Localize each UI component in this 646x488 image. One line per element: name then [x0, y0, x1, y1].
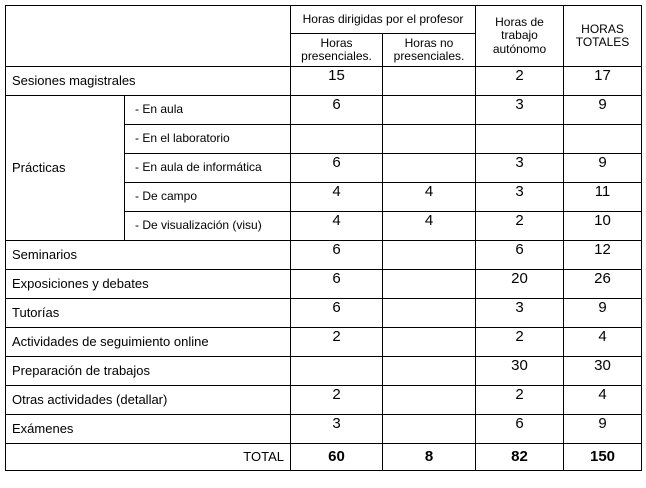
practicas-label: Prácticas	[6, 96, 125, 241]
cell-autonomous: 30	[476, 357, 564, 386]
table-row	[6, 328, 642, 357]
header-autonomous-hours	[476, 6, 564, 67]
header-directed-hours: Horas dirigidas por el profesor	[291, 6, 476, 34]
cell-non-presential	[383, 154, 476, 183]
cell-presential: 4	[291, 212, 383, 241]
header-presential-line2: presenciales.	[301, 49, 372, 63]
cell-total: 17	[564, 67, 642, 96]
cell-non-presential: 4	[383, 183, 476, 212]
cell-autonomous	[476, 125, 564, 154]
header-total-hours	[564, 6, 642, 67]
table-row	[6, 270, 642, 299]
cell-non-presential	[383, 125, 476, 154]
total-total: 150	[564, 444, 642, 471]
cell-autonomous: 3	[476, 183, 564, 212]
cell-non-presential	[383, 386, 476, 415]
header-total-line1: HORAS	[581, 21, 624, 36]
cell-presential: 15	[291, 67, 383, 96]
table-row	[6, 386, 642, 415]
cell-presential: 6	[291, 154, 383, 183]
cell-presential	[291, 357, 383, 386]
cell-total: 9	[564, 299, 642, 328]
cell-autonomous: 2	[476, 386, 564, 415]
cell-non-presential	[383, 67, 476, 96]
cell-presential: 6	[291, 241, 383, 270]
cell-total	[564, 125, 642, 154]
cell-total: 26	[564, 270, 642, 299]
cell-autonomous: 6	[476, 241, 564, 270]
cell-presential: 6	[291, 96, 383, 125]
table-row	[6, 67, 642, 96]
cell-autonomous: 3	[476, 299, 564, 328]
cell-total: 4	[564, 386, 642, 415]
header-autonomous-line1: Horas de	[495, 15, 544, 30]
table-row	[6, 96, 642, 125]
header-empty-cell	[6, 6, 291, 67]
cell-non-presential	[383, 328, 476, 357]
table-row	[6, 357, 642, 386]
row-label: Tutorías	[6, 299, 291, 328]
total-non-presential: 8	[383, 444, 476, 471]
table-row	[6, 241, 642, 270]
header-non-presential-hours	[383, 34, 476, 67]
cell-non-presential	[383, 357, 476, 386]
cell-autonomous: 2	[476, 67, 564, 96]
cell-non-presential	[383, 96, 476, 125]
cell-total: 11	[564, 183, 642, 212]
header-presential-line1: Horas	[320, 35, 353, 50]
cell-non-presential: 4	[383, 212, 476, 241]
row-label: Seminarios	[6, 241, 291, 270]
cell-total: 12	[564, 241, 642, 270]
row-label: Exposiciones y debates	[6, 270, 291, 299]
cell-autonomous: 6	[476, 415, 564, 444]
cell-total: 4	[564, 328, 642, 357]
row-sublabel: - En aula	[125, 96, 291, 125]
cell-total: 9	[564, 415, 642, 444]
cell-presential: 2	[291, 386, 383, 415]
cell-total: 10	[564, 212, 642, 241]
total-label: TOTAL	[6, 444, 291, 471]
row-sublabel: - En el laboratorio	[125, 125, 291, 154]
cell-autonomous: 2	[476, 328, 564, 357]
row-label: Sesiones magistrales	[6, 67, 291, 96]
cell-total: 9	[564, 154, 642, 183]
cell-non-presential	[383, 270, 476, 299]
row-label: Actividades de seguimiento online	[6, 328, 291, 357]
header-non-presential-line1: Horas no	[404, 35, 454, 50]
cell-autonomous: 3	[476, 154, 564, 183]
cell-presential: 2	[291, 328, 383, 357]
cell-presential	[291, 125, 383, 154]
cell-total: 9	[564, 96, 642, 125]
cell-presential: 6	[291, 270, 383, 299]
header-total-line2: TOTALES	[575, 35, 630, 49]
row-label: Otras actividades (detallar)	[6, 386, 291, 415]
cell-presential: 3	[291, 415, 383, 444]
header-autonomous-line2: trabajo	[501, 28, 538, 43]
hours-table	[5, 5, 642, 471]
cell-non-presential	[383, 299, 476, 328]
cell-autonomous: 3	[476, 96, 564, 125]
cell-presential: 4	[291, 183, 383, 212]
header-non-presential-line2: presenciales.	[393, 49, 465, 63]
cell-presential: 6	[291, 299, 383, 328]
row-label: Exámenes	[6, 415, 291, 444]
total-autonomous: 82	[476, 444, 564, 471]
totals-row	[6, 444, 642, 471]
row-sublabel: - En aula de informática	[125, 154, 291, 183]
row-sublabel: - De visualización (visu)	[125, 212, 291, 241]
cell-total: 30	[564, 357, 642, 386]
cell-non-presential	[383, 415, 476, 444]
cell-autonomous: 2	[476, 212, 564, 241]
row-label: Preparación de trabajos	[6, 357, 291, 386]
row-sublabel: - De campo	[125, 183, 291, 212]
header-autonomous-line3: autónomo	[492, 41, 547, 56]
total-presential: 60	[291, 444, 383, 471]
table-row	[6, 299, 642, 328]
table-row	[6, 415, 642, 444]
cell-non-presential	[383, 241, 476, 270]
header-presential-hours	[291, 34, 383, 67]
cell-autonomous: 20	[476, 270, 564, 299]
